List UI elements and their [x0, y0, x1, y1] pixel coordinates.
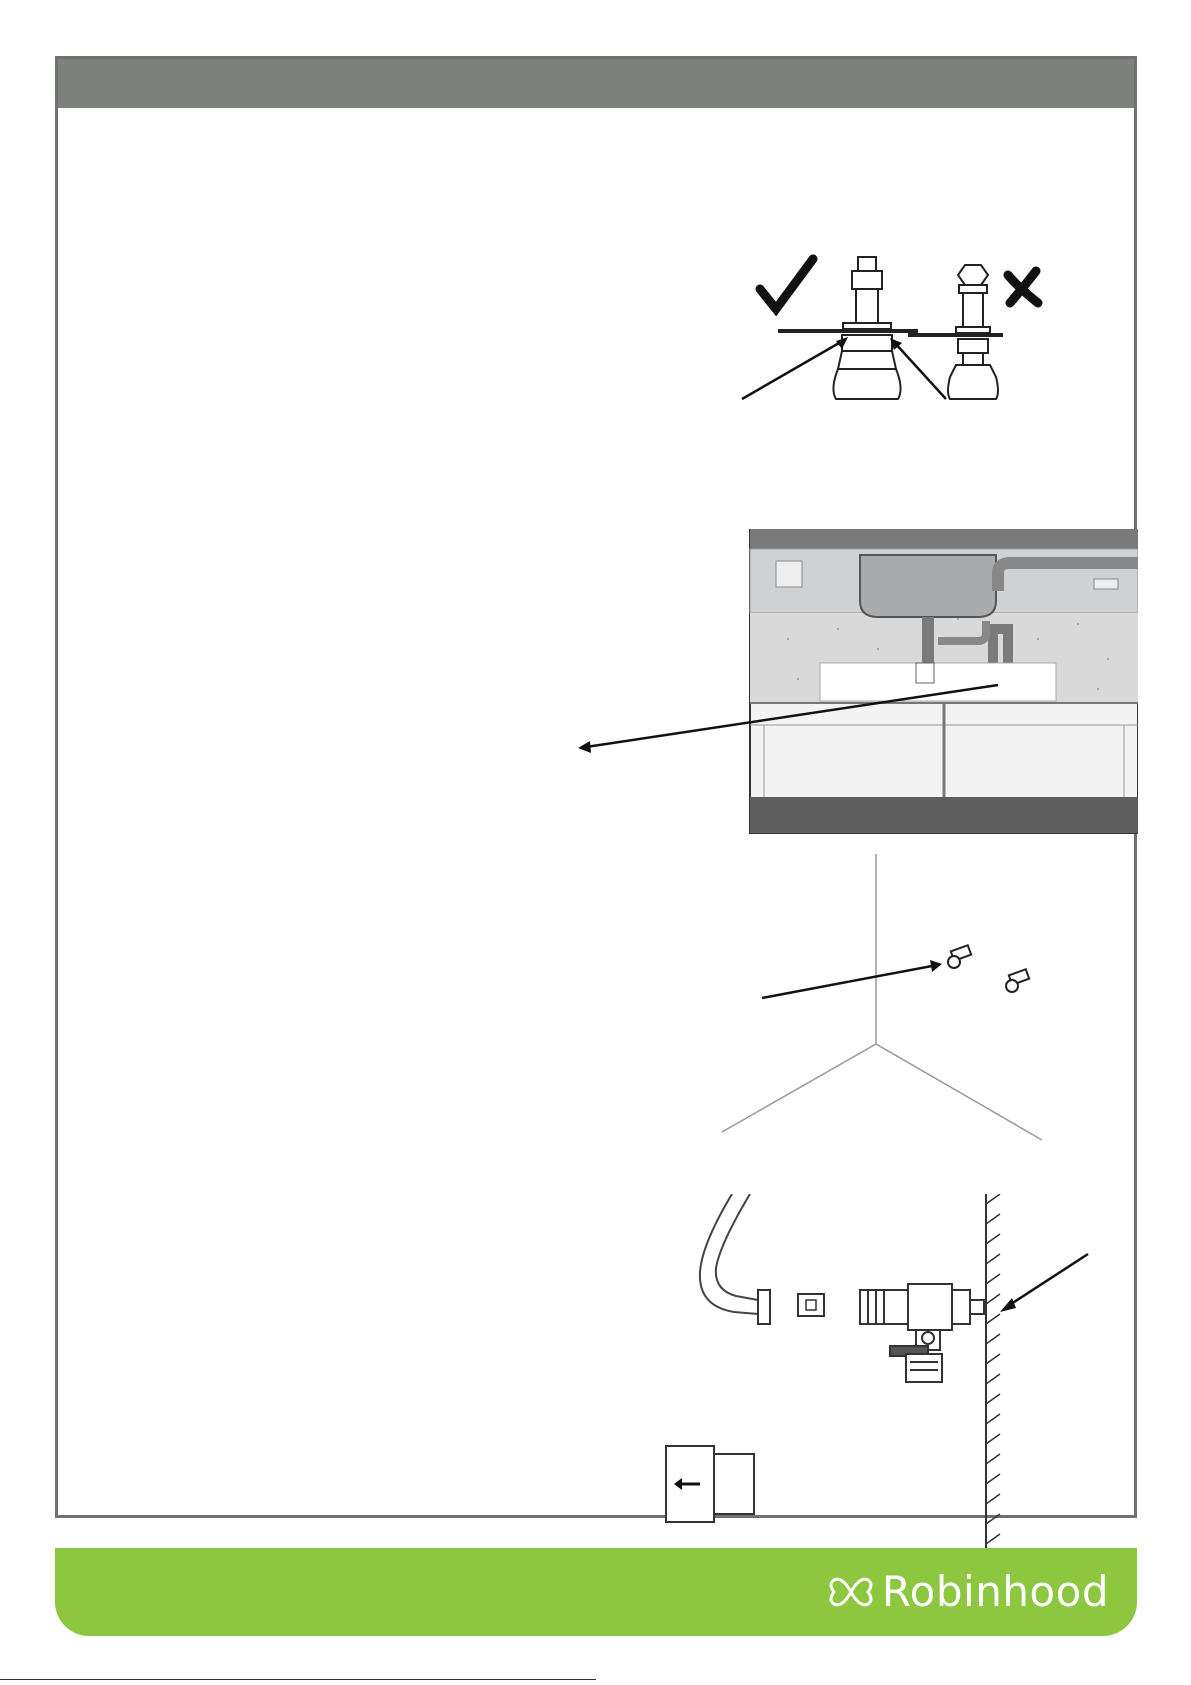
sink-cabinet-plumbing-diagram: [538, 529, 1138, 849]
wall-corner-valves-diagram: [698, 854, 1138, 1154]
valve-hose-connection-diagram: [628, 1194, 1128, 1554]
cross-icon: [1008, 271, 1038, 303]
check-icon: [760, 259, 813, 309]
brand-logo: [828, 1566, 1109, 1618]
butterfly-icon: [828, 1574, 874, 1610]
left-arrow-icon: [666, 1446, 754, 1522]
brand-name: Robinhood: [881, 1567, 1109, 1616]
page-bottom-rule: [0, 1679, 596, 1680]
page-footer: [55, 1548, 1137, 1636]
page-frame: [55, 56, 1137, 1518]
section-header-bar: [58, 59, 1134, 108]
incorrect-tap-fitting: [908, 265, 1003, 399]
valve-icon: [948, 945, 971, 968]
tap-mounting-diagram: [718, 199, 1138, 439]
valve-icon: [1006, 969, 1029, 992]
